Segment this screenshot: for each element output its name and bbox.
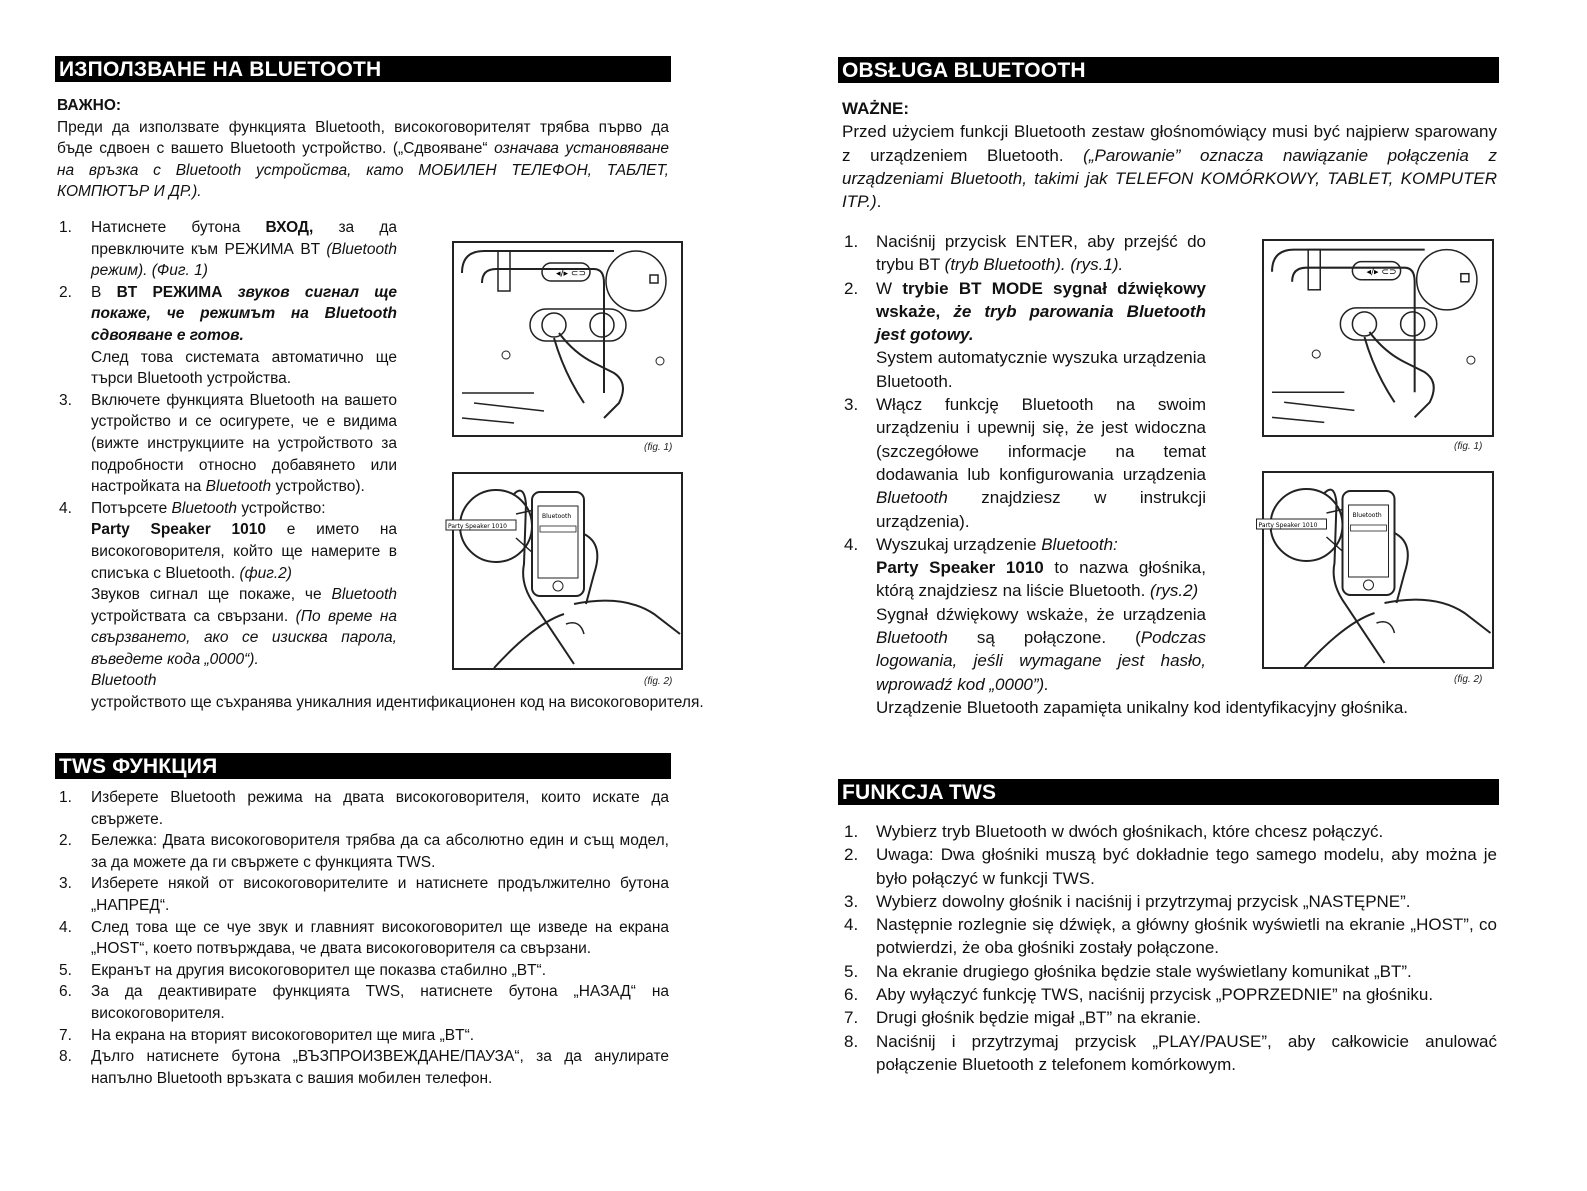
phone-pairing-illustration	[448, 474, 681, 668]
bg-figure-2-caption: (fig. 2)	[644, 676, 673, 687]
bg-intro	[57, 95, 669, 203]
pl-step-2: 2. W trybie BT MODE sygnał dźwiękowy wskaże, że tryb parowania Bluetooth jest gotowy. System automatycznie wyszuka urządzenia Bluetooth.	[844, 278, 1206, 391]
pl-steps-list	[842, 230, 1409, 719]
svg-text:◂/▸ ⊂⊃: ◂/▸ ⊂⊃	[1366, 267, 1397, 278]
bg-tws-list	[57, 787, 669, 1089]
pl-figure-phone-title: Bluetooth	[1352, 512, 1382, 519]
pl-figure-1	[1262, 239, 1494, 437]
bg-figure-phone-title: Bluetooth	[542, 513, 572, 520]
pl-intro-italic: („Parowanie” oznacza nawiązanie połączenia z urządzeniami Bluetooth, takimi jak TELEFON KOMÓRKOWY, TABLET, KOMPUTER ITP.)	[842, 145, 1497, 212]
bg-figure-2	[448, 472, 683, 670]
pl-tws-item: 5. Na ekranie drugiego głośnika będzie stale wyświetlany komunikat „BT”.	[844, 961, 1412, 981]
pl-figure-2	[1258, 471, 1494, 669]
bg-tws-item: 1. Изберете Bluetooth режима на двата високоговорителя, които искате да свържете.	[59, 789, 669, 828]
pl-tws-item: 8. Naciśnij i przytrzymaj przycisk „PLAY/PAUSE”, aby całkowicie anulować połączenie Bluetooth z telefonem komórkowym.	[844, 1031, 1497, 1074]
speaker-panel-illustration	[1264, 241, 1492, 435]
bg-important-label: ВАЖНО:	[57, 97, 122, 114]
pl-tws-item: 3. Wybierz dowolny głośnik i naciśnij i przytrzymaj przycisk „NASTĘPNE”.	[844, 891, 1411, 911]
bg-tws-header: TWS ФУНКЦИЯ	[55, 753, 671, 779]
bg-figure-list-label: Party Speaker 1010	[448, 523, 507, 530]
pl-step-1: 1. Naciśnij przycisk ENTER, aby przejść do trybu BT (tryb Bluetooth). (rys.1).	[844, 232, 1206, 275]
bg-tws-item: 4. След това ще се чуе звук и главният високоговорител ще изведе на екрана „HOST“, което потвърждава, че двата високоговорителя са свързани.	[59, 918, 669, 958]
pl-figure-2-caption: (fig. 2)	[1454, 674, 1483, 685]
bg-tws-item: 6. За да деактивирате функцията TWS, натиснете бутона „НАЗАД“ на високоговорителя.	[59, 983, 669, 1022]
pl-important-label: WAŻNE:	[842, 99, 910, 118]
pl-intro-text: Przed użyciem funkcji Bluetooth zestaw głośnomówiący musi być najpierw sparowany z urządzeniem Bluetooth.	[842, 122, 1497, 165]
pl-step-4: 4. Wyszukaj urządzenie Bluetooth: Party Speaker 1010 to nazwa głośnika, którą znajdziesz na liście Bluetooth. (rys.2) Sygnał dźwiękowy wskaże, że urządzenia Bluetooth są połączone. (Podczas logowania, jeśli wymagane jest hasło, wprowadź kod „0000”). Urządzenie Bluetooth zapamięta unikalny kod identyfikacyjny głośnika.	[844, 534, 1409, 717]
pl-tws-item: 4. Następnie rozlegnie się dźwięk, a główny głośnik wyświetli na ekranie „HOST”, co potwierdzi, że oba głośniki zostały połączone.	[844, 915, 1497, 958]
pl-section-header: OBSŁUGA BLUETOOTH	[838, 57, 1499, 83]
pl-intro: WAŻNE: Przed użyciem funkcji Bluetooth zestaw głośnomówiący musi być najpierw sparowany z urządzeniem Bluetooth. („Parowanie” oznacza nawiązanie połączenia z urządzeniami Bluetooth, takimi jak TELEFON KOMÓRKOWY, TABLET, KOMPUTER ITP.).	[842, 99, 1497, 212]
bg-figure-1	[452, 241, 683, 437]
pl-tws-list	[842, 820, 1497, 1076]
pl-tws-item: 2. Uwaga: Dwa głośniki muszą być dokładnie tego samego modelu, aby można je było połączyć w funkcji TWS.	[844, 845, 1497, 888]
bg-section-header: ИЗПОЛЗВАНЕ НА BLUETOOTH	[55, 56, 671, 82]
bg-intro-text: Преди да използвате функцията Bluetooth, високоговорителят трябва първо да бъде сдвоен с вашето Bluetooth устройство. („Сдвояване“	[57, 118, 669, 158]
pl-tws-header: FUNKCJA TWS	[838, 779, 1499, 805]
bg-tws-item: 7. На екрана на вторият високоговорител ще мига „BT“.	[59, 1026, 475, 1044]
bg-step-2: 2. В BT РЕЖИМА звуков сигнал ще покаже, че режимът на Bluetooth сдвояване е готов. След това системата автоматично ще търси Bluetooth устройства.	[59, 283, 397, 388]
bg-tws-item: 3. Изберете някой от високоговорителите и натиснете продължително бутона „НАПРЕД“.	[59, 875, 669, 914]
bg-intro-italic: означава установяване на връзка с Bluetooth устройства, като МОБИЛЕН ТЕЛЕФОН, ТАБЛЕТ, КОМПЮТЪР И ДР.).	[57, 140, 669, 201]
bg-tws-item: 2. Бележка: Двата високоговорителя трябва да са абсолютно един и същ модел, за да можете да ги свържете с функцията TWS.	[59, 832, 669, 871]
speaker-panel-illustration	[454, 243, 681, 435]
bg-figure-1-caption: (fig. 1)	[644, 442, 673, 453]
pl-tws-item: 6. Aby wyłączyć funkcję TWS, naciśnij przycisk „POPRZEDNIE” na głośniku.	[844, 985, 1434, 1005]
svg-text:◂/▸ ⊂⊃: ◂/▸ ⊂⊃	[556, 269, 587, 279]
bg-step-3: 3. Включете функцията Bluetooth на вашето устройство и се осигурете, че е видима (вижте инструкциите на устройството за подробности относно добавянето или настройката на Bluetooth устройство).	[59, 391, 397, 496]
pl-tws-item: 7. Drugi głośnik będzie migał „BT” na ekranie.	[844, 1008, 1202, 1028]
bg-tws-item: 8. Дълго натиснете бутона „ВЪЗПРОИЗВЕЖДАНЕ/ПАУЗА“, за да анулирате напълно Bluetooth връзката с вашия мобилен телефон.	[59, 1048, 669, 1087]
bg-tws-item: 5. Екранът на другия високоговорител ще показва стабилно „BT“.	[59, 961, 547, 979]
bg-step-4: 4. Потърсете Bluetooth устройство: Party Speaker 1010 е името на високоговорителя, който ще намерите в списъка с Bluetooth. (фиг.2) Звуков сигнал ще покаже, че Bluetooth устройствата са свързани. (По време на свързването, ако се изисква парола, въведете кода „0000“). Bluetooth устройството ще съхранява уникалния идентификационен код на високоговорителя.	[59, 499, 704, 712]
pl-figure-1-caption: (fig. 1)	[1454, 441, 1483, 452]
phone-pairing-illustration	[1258, 473, 1492, 667]
pl-step-3: 3. Włącz funkcję Bluetooth na swoim urządzeniu i upewnij się, że jest widoczna (szczegółowe informacje na temat dodawania lub konfigurowania urządzenia Bluetooth znajdziesz w instrukcji urządzenia).	[844, 395, 1206, 531]
pl-figure-list-label: Party Speaker 1010	[1258, 522, 1318, 529]
pl-tws-item: 1. Wybierz tryb Bluetooth w dwóch głośnikach, które chcesz połączyć.	[844, 822, 1384, 841]
bg-step-1: 1. Натиснете бутона ВХОД, за да превключите към РЕЖИМА BT (Bluetooth режим). (Фиг. 1)	[59, 219, 397, 280]
